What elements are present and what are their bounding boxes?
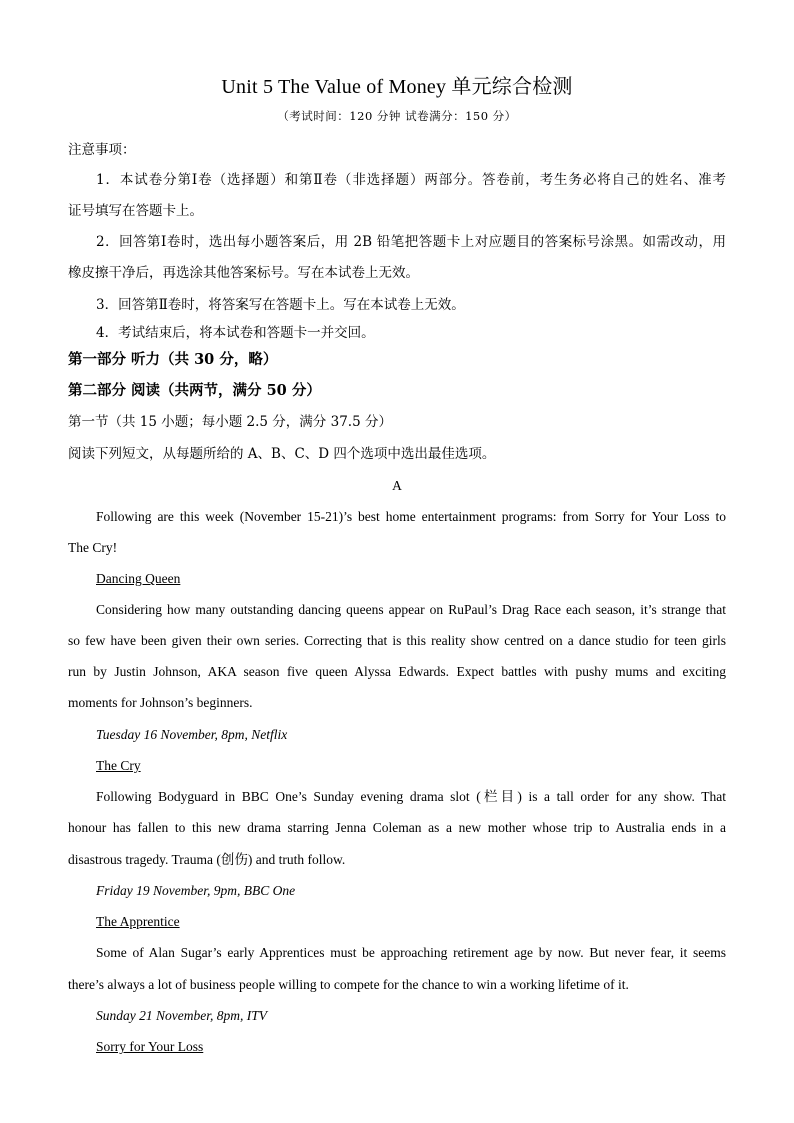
passage-label: A	[392, 478, 402, 493]
exam-info: （考试时间：120 分钟 试卷满分：150 分）	[277, 109, 517, 123]
reading-instruction: 阅读下列短文，从每题所给的 A、B、C、D 四个选项中选出最佳选项。	[68, 446, 496, 462]
notice-item-2-line-1: 2．回答第Ⅰ卷时，选出每小题答案后，用 2B 铅笔把答题卡上对应题目的答案标号涂黑。如需改动，用	[96, 234, 726, 250]
show-2-line-3: disastrous tragedy. Trauma (创伤) and truth follow.	[68, 852, 346, 867]
show-title-dancing-queen: Dancing Queen	[96, 571, 181, 586]
show-3-schedule: Sunday 21 November, 8pm, ITV	[96, 1008, 267, 1023]
notice-item-4: 4．考试结束后，将本试卷和答题卡一并交回。	[96, 325, 375, 341]
show-2-line-1: Following Bodyguard in BBC One’s Sunday evening drama slot (栏目) is a tall order for any show. That	[96, 789, 726, 804]
notice-item-1-line-2: 证号填写在答题卡上。	[68, 203, 203, 219]
passage-intro-line-2: The Cry!	[68, 540, 118, 555]
show-title-sorry-for-your-loss: Sorry for Your Loss	[96, 1039, 204, 1054]
page-title: Unit 5 The Value of Money 单元综合检测	[221, 76, 573, 98]
show-title-the-cry: The Cry	[96, 758, 141, 773]
section-part-2: 第二部分 阅读（共两节，满分 50 分）	[68, 382, 321, 399]
document-page	[68, 0, 726, 1123]
show-1-line-2: so few have been given their own series. Correcting that is this reality show centred on a dance studio for teen girls	[68, 633, 726, 648]
show-1-line-3: run by Justin Johnson, AKA season five queen Alyssa Edwards. Expect battles with pushy mums and exciting	[68, 664, 726, 679]
show-3-line-2: there’s always a lot of business people willing to compete for the chance to win a working lifetime of it.	[68, 977, 629, 992]
notice-item-2-line-2: 橡皮擦干净后，再选涂其他答案标号。写在本试卷上无效。	[68, 265, 419, 281]
passage-intro-line-1: Following are this week (November 15-21)’s best home entertainment programs: from Sorry for Your Loss to	[96, 509, 726, 524]
notice-item-1-line-1: 1．本试卷分第Ⅰ卷（选择题）和第Ⅱ卷（非选择题）两部分。答卷前，考生务必将自己的姓名、准考	[96, 172, 726, 188]
notice-heading: 注意事项：	[68, 142, 136, 158]
show-title-the-apprentice: The Apprentice	[96, 914, 180, 929]
show-1-line-4: moments for Johnson’s beginners.	[68, 695, 253, 710]
show-3-line-1: Some of Alan Sugar’s early Apprentices must be approaching retirement age by now. But never fear, it seems	[96, 945, 726, 960]
section-part-1: 第一部分 听力（共 30 分，略）	[68, 351, 278, 368]
show-2-line-2: honour has fallen to this new drama starring Jenna Coleman as a new mother whose trip to Australia ends in a	[68, 820, 726, 835]
show-1-line-1: Considering how many outstanding dancing queens appear on RuPaul’s Drag Race each season, it’s strange that	[96, 602, 726, 617]
show-1-schedule: Tuesday 16 November, 8pm, Netflix	[96, 727, 288, 742]
notice-item-3: 3．回答第Ⅱ卷时，将答案写在答题卡上。写在本试卷上无效。	[96, 297, 465, 313]
show-2-schedule: Friday 19 November, 9pm, BBC One	[96, 883, 296, 898]
subsection-1: 第一节（共 15 小题；每小题 2.5 分，满分 37.5 分）	[68, 414, 392, 430]
